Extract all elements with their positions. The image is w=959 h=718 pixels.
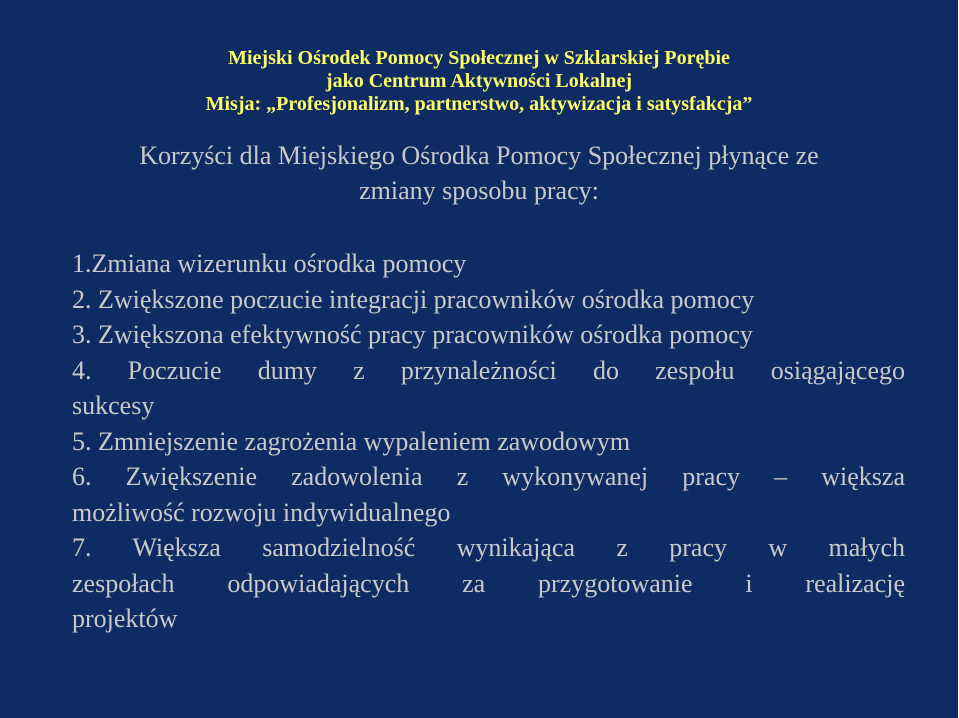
list-item-line: projektów (72, 604, 178, 633)
list-item (72, 246, 905, 282)
slide-subtitle (0, 138, 958, 208)
list-item (72, 424, 905, 460)
list-item (72, 459, 905, 530)
header (0, 47, 958, 116)
list-item-line: 6. Zwiększenie zadowolenia z wykonywanej pracy – większa (72, 462, 905, 491)
header-mission: Misja: „Profesjonalizm, partnerstwo, aktywizacja i satysfakcja” (205, 93, 753, 115)
list-item-line: 7. Większa samodzielność wynikająca z pracy w małych (72, 533, 905, 562)
benefits-list (72, 246, 905, 637)
list-item-line: 3. Zwiększona efektywność pracy pracowników ośrodka pomocy (72, 320, 753, 349)
list-item-line: 1.Zmiana wizerunku ośrodka pomocy (72, 249, 467, 278)
list-item (72, 317, 905, 353)
header-org-name: Miejski Ośrodek Pomocy Społecznej w Szklarskiej Porębie (228, 47, 730, 69)
list-item (72, 282, 905, 318)
list-item-line: 5. Zmniejszenie zagrożenia wypaleniem zawodowym (72, 426, 631, 456)
list-item (72, 353, 905, 424)
list-item (72, 530, 905, 637)
list-item-line: możliwość rozwoju indywidualnego (72, 497, 451, 527)
slide-bottom-bar (0, 698, 958, 718)
subtitle-line-2: zmiany sposobu pracy: (359, 176, 599, 205)
subtitle-line-1: Korzyści dla Miejskiego Ośrodka Pomocy Społecznej płynące ze (139, 141, 819, 170)
list-item-line: zespołach odpowiadających za przygotowanie i realizację (72, 568, 905, 598)
header-role: jako Centrum Aktywności Lokalnej (325, 70, 633, 92)
list-item-line: 2. Zwiększone poczucie integracji pracowników ośrodka pomocy (72, 284, 755, 314)
list-item-line: 4. Poczucie dumy z przynależności do zespołu osiągającego (72, 355, 905, 385)
list-item-line: sukcesy (72, 391, 155, 420)
